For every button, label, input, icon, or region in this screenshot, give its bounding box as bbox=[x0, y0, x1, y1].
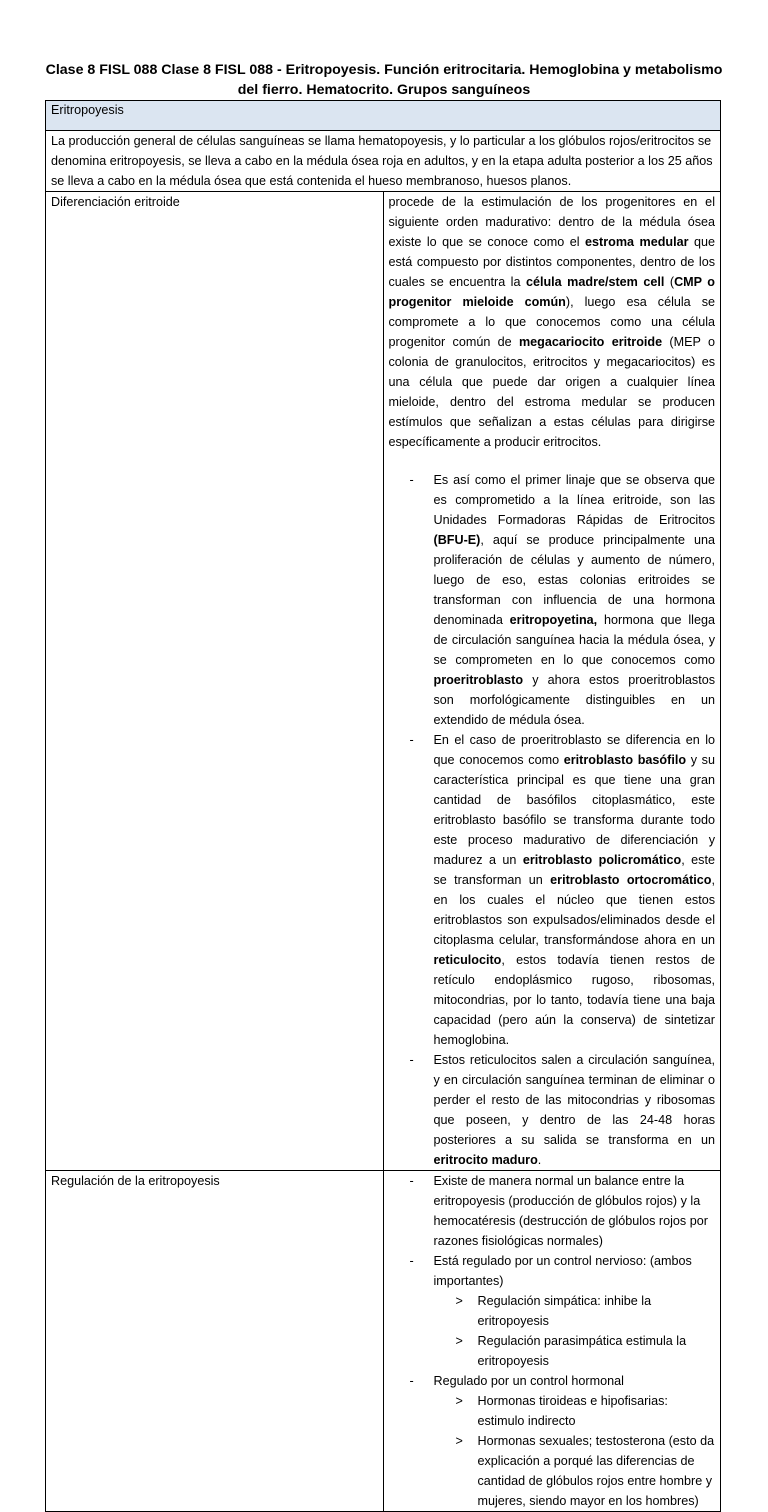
bold-term: proeritroblasto bbox=[433, 673, 524, 687]
bold-term: eritrocito maduro bbox=[433, 1153, 538, 1167]
regulacion-bullet-list bbox=[389, 1171, 716, 1511]
bold-term: eritropoyetina, bbox=[509, 613, 598, 627]
text-run: (MEP o colonia de granulocitos, eritrocitos y megacariocitos) es una célula que puede dar origen a cualquier línea mieloide, dentro del estroma medular se producen estímulos que señalizan a estas células para dirigirse específicamente a producir eritrocitos. bbox=[388, 335, 715, 449]
bold-term: eritroblasto basófilo bbox=[563, 753, 687, 767]
list-item bbox=[389, 1171, 716, 1251]
text-run: hormona que llega de circulación sanguínea hacia la médula ósea, y se comprometen en lo que conocemos como bbox=[433, 613, 715, 667]
text-run: procede de la estimulación de los progenitores en el siguiente orden madurativo: dentro de la médula ósea existe lo que se conoce como el bbox=[388, 195, 715, 249]
bold-term: estroma medular bbox=[585, 235, 689, 249]
arrow-marker: > bbox=[455, 1434, 463, 1448]
text-run: y ahora estos proeritroblastos son morfológicamente distinguibles en un extendido de médula ósea. bbox=[433, 673, 715, 727]
hormonal-control-sublist bbox=[434, 1391, 716, 1511]
text-run: ), luego esa célula se compromete a lo que conocemos como una célula progenitor común de bbox=[388, 295, 715, 349]
section-header-row bbox=[46, 101, 721, 131]
arrow-marker: > bbox=[455, 1394, 463, 1408]
regulacion-row bbox=[46, 1171, 721, 1512]
section-header: Eritropoyesis bbox=[46, 101, 721, 131]
text-run: Regulación simpática: inhibe la eritropoyesis bbox=[477, 1294, 652, 1328]
notes-table bbox=[45, 100, 721, 1512]
row-label-diferenciacion: Diferenciación eritroide bbox=[46, 192, 384, 1171]
text-run: , en los cuales el núcleo que tienen estos eritroblastos son expulsados/eliminados desde el citoplasma celular, transformándose ahora en un bbox=[433, 873, 716, 947]
dash-marker: - bbox=[409, 733, 414, 747]
bold-term: CMP o progenitor mieloide común bbox=[388, 275, 716, 309]
intro-row bbox=[46, 131, 721, 192]
dash-marker: - bbox=[409, 1053, 414, 1067]
document-title: Clase 8 FISL 088 Clase 8 FISL 088 - Eritropoyesis. Función eritrocitaria. Hemoglobina y metabolismo del fierro. Hematocrito. Grupos sanguíneos bbox=[45, 62, 723, 98]
text-run: Es así como el primer linaje que se observa que es comprometido a la línea eritroide, son las Unidades Formadoras Rápidas de Eritrocitos bbox=[433, 473, 715, 527]
text-run: En el caso de proeritroblasto se diferencia en lo que conocemos como bbox=[433, 733, 715, 767]
regulacion-content bbox=[383, 1171, 721, 1512]
bold-term: reticulocito bbox=[433, 953, 502, 967]
text-run: Hormonas sexuales; testosterona (esto da explicación a porqué las diferencias de cantidad de glóbulos rojos entre hombre y mujeres, siendo mayor en los hombres) bbox=[477, 1434, 715, 1508]
bold-term: megacariocito eritroide bbox=[518, 335, 663, 349]
bold-term: eritroblasto ortocromático bbox=[550, 873, 712, 887]
text-run: que está compuesto por distintos componentes, dentro de los cuales se encuentra la bbox=[388, 235, 716, 289]
list-item bbox=[389, 730, 716, 1050]
dash-marker: - bbox=[409, 1374, 414, 1388]
text-run: y su característica principal es que tiene una gran cantidad de basófilos citoplasmático, este eritroblasto basófilo se transforma durante todo este proceso madurativo de diferenciación y madurez a un bbox=[433, 753, 715, 867]
nervous-control-sublist bbox=[434, 1291, 716, 1371]
dash-marker: - bbox=[409, 473, 414, 487]
list-item bbox=[434, 1431, 716, 1511]
list-item bbox=[389, 1371, 716, 1511]
row-label-regulacion: Regulación de la eritropoyesis bbox=[46, 1171, 384, 1512]
dash-marker: - bbox=[409, 1254, 414, 1268]
bold-term: (BFU-E) bbox=[433, 533, 481, 547]
text-run: Regulación parasimpática estimula la eritropoyesis bbox=[477, 1334, 687, 1368]
list-item bbox=[389, 1251, 716, 1371]
list-item bbox=[389, 470, 716, 730]
list-item bbox=[434, 1391, 716, 1431]
list-item bbox=[389, 1050, 716, 1170]
arrow-marker: > bbox=[455, 1334, 463, 1348]
text-run: Estos reticulocitos salen a circulación sanguínea, y en circulación sanguínea terminan de eliminar o perder el resto de las mitocondrias y ribosomas que poseen, y dentro de las 24-48 horas posteriores a su salida se transforma en un bbox=[433, 1053, 715, 1147]
bold-term: eritroblasto policromático bbox=[522, 853, 682, 867]
list-item bbox=[434, 1291, 716, 1331]
diferenciacion-paragraph bbox=[389, 192, 716, 452]
intro-paragraph: La producción general de células sanguíneas se llama hematopoyesis, y lo particular a los glóbulos rojos/eritrocitos se denomina eritropoyesis, se lleva a cabo en la médula ósea roja en adultos, y en la etapa adulta posterior a los 25 años se lleva a cabo en la médula ósea que está contenida el hueso membranoso, huesos planos. bbox=[46, 131, 721, 192]
text-run: ( bbox=[664, 275, 675, 289]
text-run: , estos todavía tienen restos de retículo endoplásmico rugoso, ribosomas, mitocondrias, por lo tanto, todavía tiene una baja capacidad (pero aún la conserva) de sintetizar hemoglobina. bbox=[433, 953, 715, 1047]
text-run: . bbox=[537, 1153, 542, 1167]
text-run: Existe de manera normal un balance entre la eritropoyesis (producción de glóbulos rojos) y la hemocatéresis (destrucción de glóbulos rojos por razones fisiológicas normales) bbox=[433, 1174, 708, 1248]
text-run: Está regulado por un control nervioso: (ambos importantes) bbox=[433, 1254, 692, 1288]
text-run: , este se transforman un bbox=[433, 853, 715, 887]
text-run: , aquí se produce principalmente una proliferación de células y aumento de número, luego de eso, estas colonias eritroides se transforman con influencia de una hormona denominada bbox=[433, 533, 715, 627]
diferenciacion-bullet-list bbox=[389, 470, 716, 1170]
list-item bbox=[434, 1331, 716, 1371]
arrow-marker: > bbox=[455, 1294, 463, 1308]
dash-marker: - bbox=[409, 1174, 414, 1188]
bold-term: célula madre/stem cell bbox=[525, 275, 665, 289]
text-run: Regulado por un control hormonal bbox=[433, 1374, 624, 1388]
text-run: Hormonas tiroideas e hipofisarias: estimulo indirecto bbox=[477, 1394, 668, 1428]
